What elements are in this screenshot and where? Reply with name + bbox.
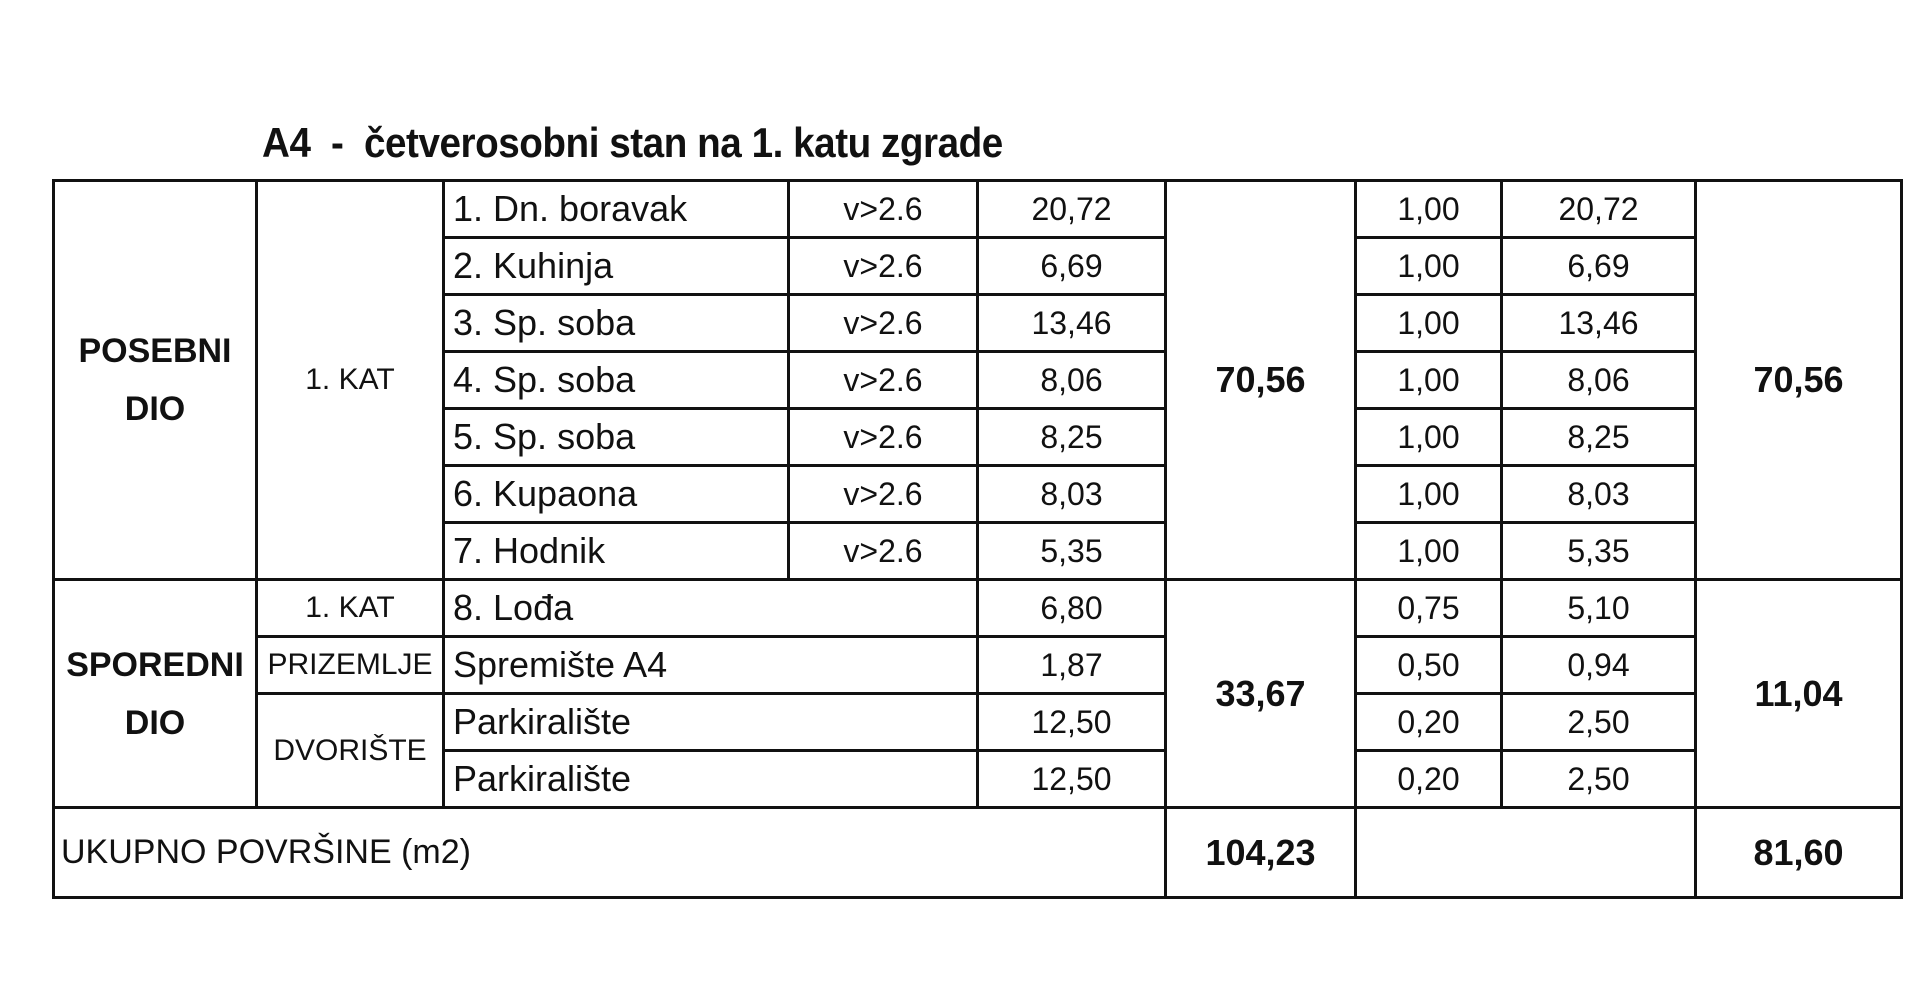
room-name: 8. Lođa: [444, 580, 978, 637]
section-label-posebni: POSEBNI DIO: [54, 181, 257, 580]
room-area: 6,69: [978, 238, 1166, 295]
room-height: v>2.6: [789, 352, 978, 409]
room-area: 5,35: [978, 523, 1166, 580]
room-coefficient: 1,00: [1356, 523, 1502, 580]
table-row: [54, 694, 1902, 751]
room-height: v>2.6: [789, 295, 978, 352]
room-weighted-area: 8,06: [1502, 352, 1696, 409]
room-area: 8,06: [978, 352, 1166, 409]
room-area: 12,50: [978, 694, 1166, 751]
section-label-sporedni: SPOREDNI DIO: [54, 580, 257, 808]
room-weighted-area: 8,25: [1502, 409, 1696, 466]
room-coefficient: 1,00: [1356, 352, 1502, 409]
room-name: 6. Kupaona: [444, 466, 789, 523]
level-label: 1. KAT: [257, 580, 444, 637]
total-area: 104,23: [1166, 808, 1356, 898]
room-weighted-area: 5,10: [1502, 580, 1696, 637]
room-area: 8,25: [978, 409, 1166, 466]
total-row: [54, 808, 1902, 898]
room-weighted-area: 13,46: [1502, 295, 1696, 352]
room-height: v>2.6: [789, 238, 978, 295]
room-area: 1,87: [978, 637, 1166, 694]
room-name: Parkiralište: [444, 694, 978, 751]
level-label: DVORIŠTE: [257, 694, 444, 808]
room-coefficient: 1,00: [1356, 238, 1502, 295]
page-title: A4 - četverosobni stan na 1. katu zgrade: [262, 119, 1003, 166]
table-row: [54, 637, 1902, 694]
area-table: [52, 179, 1903, 899]
room-coefficient: 1,00: [1356, 409, 1502, 466]
total-empty-cell: [1356, 808, 1696, 898]
room-name: Parkiralište: [444, 751, 978, 808]
room-name: 4. Sp. soba: [444, 352, 789, 409]
room-weighted-area: 2,50: [1502, 694, 1696, 751]
room-weighted-area: 5,35: [1502, 523, 1696, 580]
room-name: Spremište A4: [444, 637, 978, 694]
room-height: v>2.6: [789, 523, 978, 580]
room-name: 7. Hodnik: [444, 523, 789, 580]
room-area: 12,50: [978, 751, 1166, 808]
room-coefficient: 1,00: [1356, 295, 1502, 352]
room-weighted-area: 20,72: [1502, 181, 1696, 238]
room-coefficient: 0,75: [1356, 580, 1502, 637]
room-coefficient: 1,00: [1356, 466, 1502, 523]
level-label: 1. KAT: [257, 181, 444, 580]
room-weighted-area: 6,69: [1502, 238, 1696, 295]
level-label: PRIZEMLJE: [257, 637, 444, 694]
room-weighted-area: 2,50: [1502, 751, 1696, 808]
room-name: 3. Sp. soba: [444, 295, 789, 352]
posebni-weighted-subtotal: 70,56: [1696, 181, 1902, 580]
room-area: 6,80: [978, 580, 1166, 637]
room-height: v>2.6: [789, 181, 978, 238]
room-weighted-area: 0,94: [1502, 637, 1696, 694]
posebni-subtotal: 70,56: [1166, 181, 1356, 580]
room-area: 8,03: [978, 466, 1166, 523]
room-coefficient: 0,20: [1356, 751, 1502, 808]
room-weighted-area: 8,03: [1502, 466, 1696, 523]
room-name: 1. Dn. boravak: [444, 181, 789, 238]
room-coefficient: 0,20: [1356, 694, 1502, 751]
table-row: [54, 181, 1902, 238]
sporedni-weighted-subtotal: 11,04: [1696, 580, 1902, 808]
total-weighted-area: 81,60: [1696, 808, 1902, 898]
room-name: 5. Sp. soba: [444, 409, 789, 466]
room-height: v>2.6: [789, 409, 978, 466]
room-name: 2. Kuhinja: [444, 238, 789, 295]
room-height: v>2.6: [789, 466, 978, 523]
room-area: 20,72: [978, 181, 1166, 238]
room-area: 13,46: [978, 295, 1166, 352]
total-label: UKUPNO POVRŠINE (m2): [54, 808, 1166, 898]
room-coefficient: 1,00: [1356, 181, 1502, 238]
sporedni-subtotal: 33,67: [1166, 580, 1356, 808]
table-row: [54, 580, 1902, 637]
room-coefficient: 0,50: [1356, 637, 1502, 694]
